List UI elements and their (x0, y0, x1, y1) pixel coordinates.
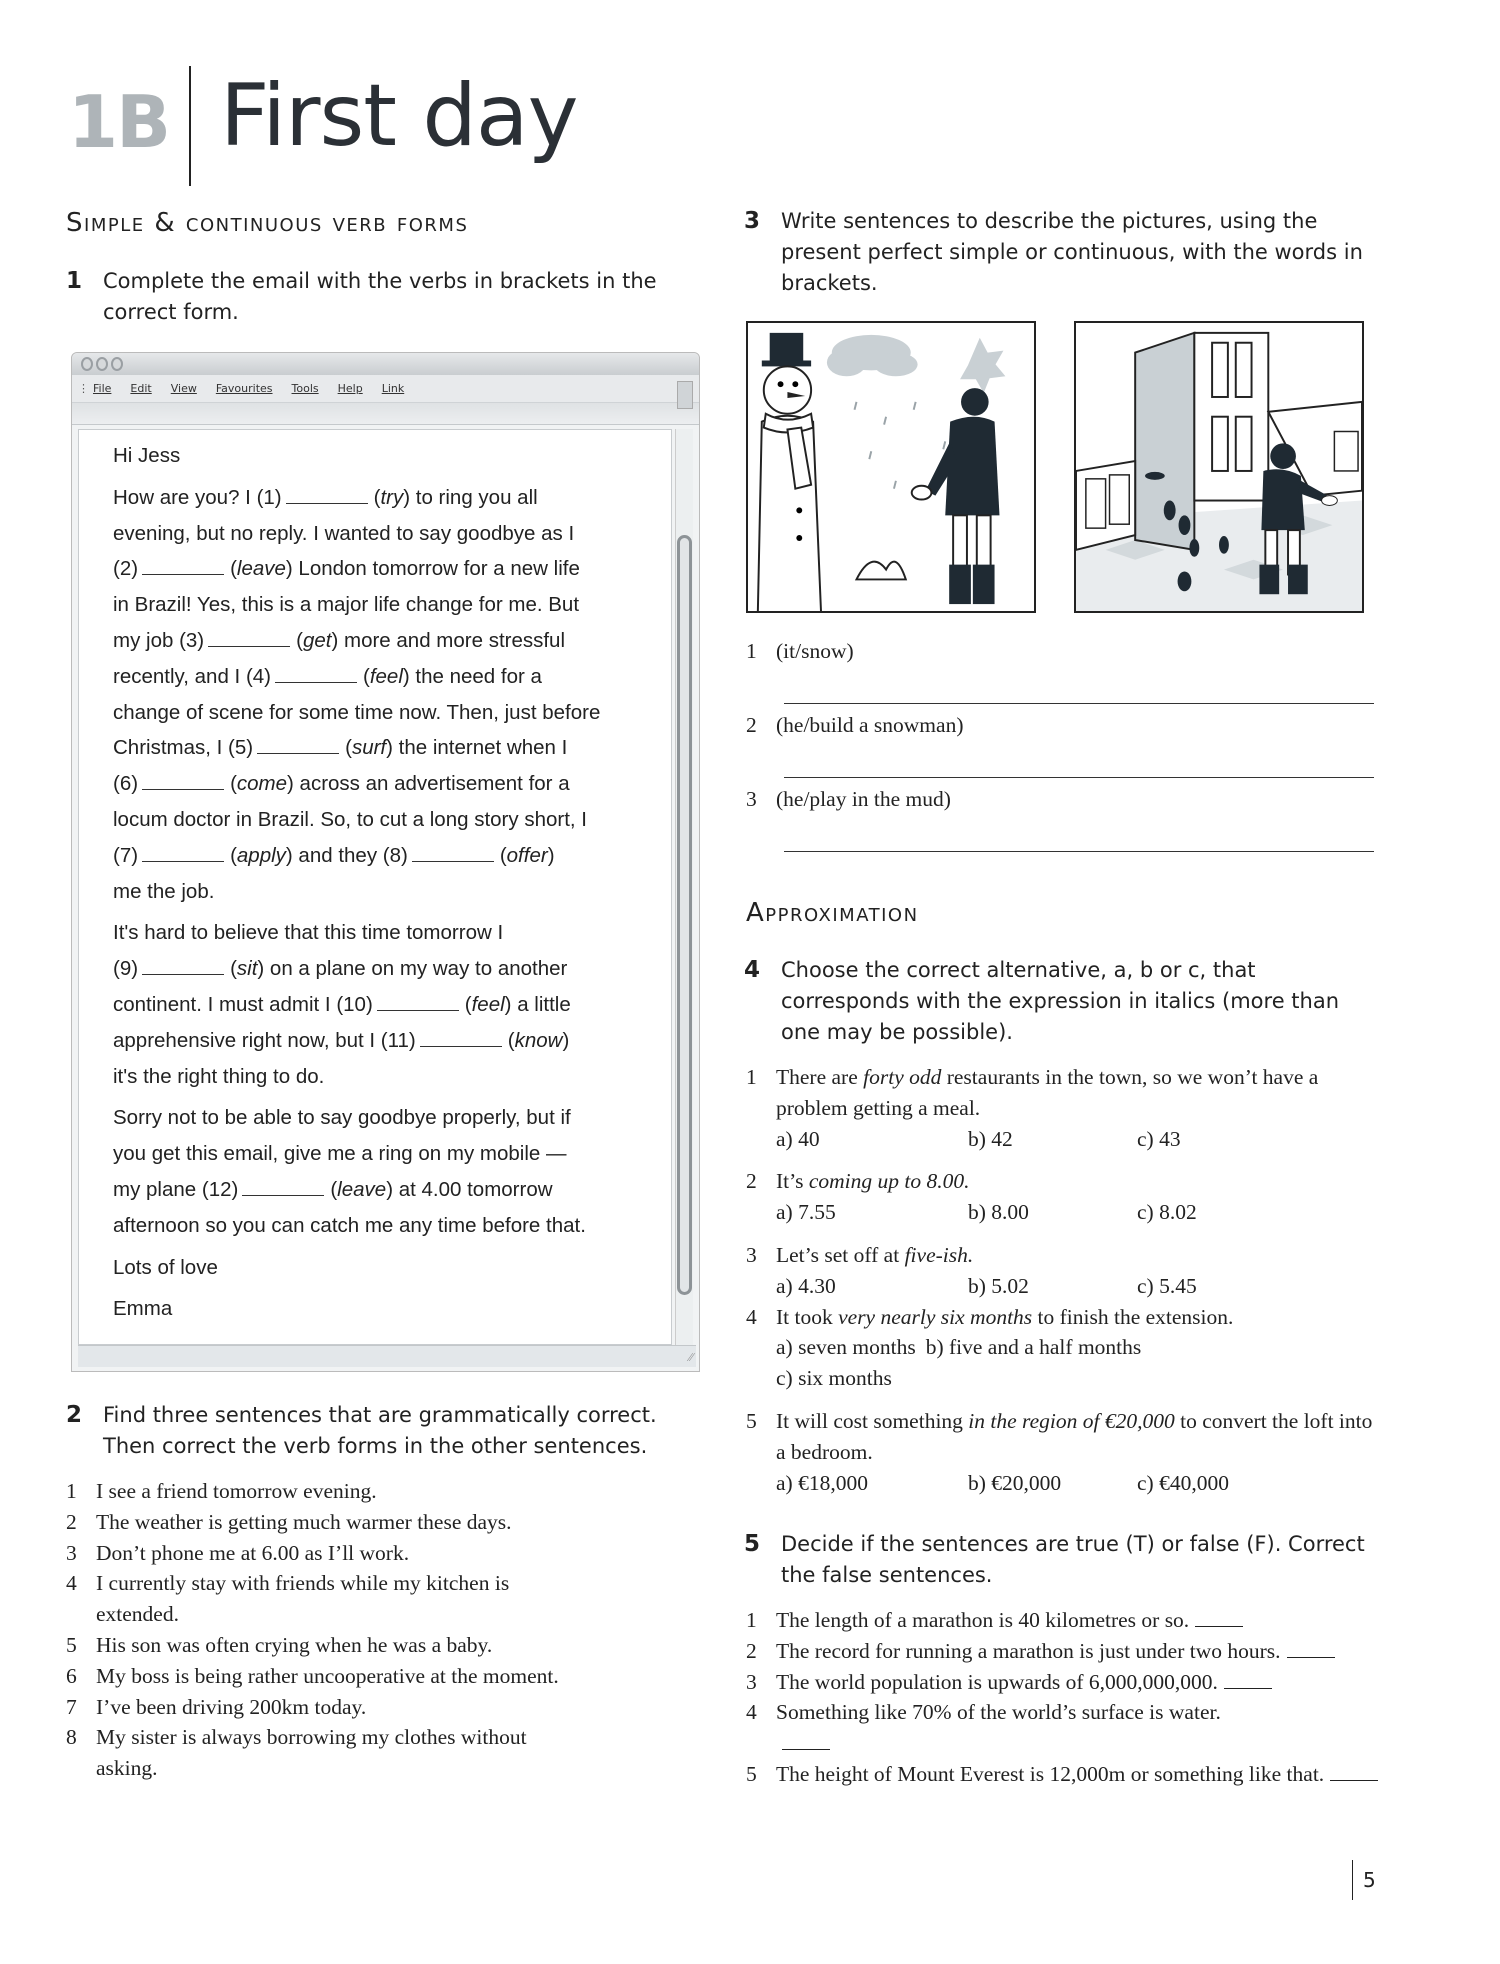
email-line (113, 480, 673, 516)
option-a[interactable]: a) 7.55 (776, 1200, 836, 1225)
item-number: 5 (746, 1408, 757, 1433)
email-text-segment: ) at 4.00 tomorrow (386, 1177, 553, 1201)
email-line (113, 587, 673, 623)
exercise-1-instruction (66, 266, 676, 328)
item-text: My sister is always borrowing my clothes without asking. (96, 1725, 527, 1781)
item-body (776, 1240, 1376, 1302)
exercise-number: 5 (744, 1531, 761, 1557)
item-text (776, 1636, 1386, 1667)
menu-item-help[interactable]: Help (337, 382, 363, 395)
answer-blank[interactable] (1224, 1673, 1272, 1689)
item-number: 8 (66, 1725, 77, 1750)
snowman-picture (746, 321, 1036, 613)
email-text-segment: my plane (12) (113, 1177, 239, 1201)
minimize-window-button[interactable] (96, 357, 108, 371)
item-text: I see a friend tomorrow evening. (96, 1479, 377, 1503)
bracket: ( (345, 736, 352, 760)
answer-blank[interactable] (412, 848, 494, 862)
verb-prompt: try (380, 485, 404, 509)
snow-clouds (827, 335, 1006, 393)
exercise-3-instruction (744, 206, 1364, 299)
snowman (758, 333, 821, 611)
status-bar (78, 1345, 696, 1367)
list-item (746, 1697, 1386, 1759)
italic-expression: five-ish. (904, 1242, 974, 1267)
email-text-segment: in Brazil! Yes, this is a major life change for me. But (113, 593, 580, 617)
title-divider (189, 66, 191, 186)
list-item (746, 1406, 1376, 1498)
list-item (746, 1302, 1376, 1394)
email-text-segment: afternoon so you can catch me any time before that. (113, 1213, 586, 1237)
email-line (113, 987, 673, 1023)
statement-text: Something like 70% of the world’s surface is water. (776, 1700, 1221, 1725)
list-item (66, 1722, 706, 1784)
answer-blank[interactable] (142, 848, 224, 862)
menu-item-link[interactable]: Link (381, 382, 405, 395)
toolbar-scroll-handle[interactable] (677, 381, 693, 409)
email-line (113, 1059, 673, 1095)
email-text-segment: How are you? I (1) (113, 485, 282, 509)
item-text (776, 1667, 1386, 1698)
list-item (66, 1692, 706, 1723)
italic-expression: very nearly six months (838, 1304, 1033, 1329)
email-line (113, 1291, 673, 1327)
verb-prompt: sit (236, 957, 258, 981)
list-item (66, 1507, 706, 1538)
question-text: restaurants in the town, so we won’t have a problem getting a meal. (776, 1065, 1319, 1120)
email-line (113, 1136, 673, 1172)
option-b[interactable]: b) 5.02 (968, 1273, 1029, 1298)
verb-prompt: feel (471, 992, 505, 1016)
email-line (113, 874, 673, 910)
email-line (113, 659, 673, 695)
exercise-2-instruction (66, 1400, 686, 1462)
email-text-segment: ) the internet when I (386, 736, 568, 760)
item-number: 3 (746, 1669, 757, 1694)
page-title: First day (220, 66, 578, 166)
exercise-number: 4 (744, 957, 761, 983)
options-row (776, 1271, 1376, 1302)
list-item (746, 1240, 1376, 1302)
verb-prompt: come (236, 772, 288, 796)
bracket: ( (230, 957, 237, 981)
email-text-segment: ) to ring you all (403, 485, 538, 509)
email-text-segment: Hi Jess (113, 444, 181, 467)
email-text-segment: apprehensive right now, but I (11) (113, 1028, 416, 1052)
menu-item-favourites[interactable]: Favourites (215, 382, 273, 395)
bracket: ( (230, 557, 237, 581)
item-number: 2 (746, 1169, 757, 1194)
instruction-text: Complete the email with the verbs in brackets in the correct form. (103, 269, 657, 324)
email-text-segment: (9) (113, 957, 139, 981)
bracket: ( (499, 843, 507, 867)
exercise-2-list (66, 1476, 706, 1784)
answer-line-1[interactable] (784, 703, 1374, 704)
option-b[interactable]: b) five and a half months (925, 1335, 1142, 1360)
bracket: ( (296, 628, 303, 652)
answer-blank[interactable] (1287, 1642, 1335, 1658)
verb-prompt: feel (369, 664, 403, 688)
item-question (776, 1302, 1376, 1333)
list-item (66, 1630, 706, 1661)
item-text: I’ve been driving 200km today. (96, 1694, 367, 1719)
email-line (113, 1208, 673, 1244)
list-item (746, 1759, 1386, 1790)
answer-blank[interactable] (142, 561, 224, 575)
unit-number: 1B (68, 80, 169, 164)
answer-line-2[interactable] (784, 777, 1374, 778)
verb-prompt: apply (236, 843, 286, 867)
answer-blank[interactable] (1330, 1765, 1378, 1781)
item-number: 5 (746, 1761, 757, 1786)
email-text-segment: Christmas, I (5) (113, 736, 254, 760)
instruction-text: Find three sentences that are grammatically correct. Then correct the verb forms in the other sentences. (103, 1403, 657, 1458)
email-text-segment: evening, but no reply. I wanted to say goodbye as I (113, 521, 575, 545)
answer-blank[interactable] (257, 740, 339, 754)
answer-blank[interactable] (275, 669, 357, 683)
item-number: 2 (746, 1638, 757, 1663)
answer-blank[interactable] (377, 997, 459, 1011)
item-text (776, 1605, 1386, 1636)
list-item (746, 710, 1376, 784)
email-line (113, 838, 673, 874)
section-heading-verb-forms: Simple & continuous verb forms (66, 208, 469, 238)
option-b[interactable]: b) 42 (968, 1126, 1013, 1151)
email-text-segment: you get this email, give me a ring on my mobile — (113, 1142, 567, 1166)
menu-item-tools[interactable]: Tools (291, 382, 319, 395)
question-text: to finish the extension. (1032, 1304, 1234, 1329)
list-item (66, 1476, 706, 1507)
verb-prompt: surf (351, 736, 387, 760)
bracket: ( (363, 664, 370, 688)
verb-prompt: get (302, 628, 332, 652)
zoom-window-button[interactable] (111, 357, 123, 371)
menu-item-view[interactable]: View (170, 382, 197, 395)
exercise-number: 3 (744, 208, 761, 234)
window-title-bar (72, 353, 699, 375)
email-text-segment: my job (3) (113, 628, 205, 652)
exercise-5-instruction (744, 1529, 1374, 1591)
item-text: The weather is getting much warmer these days. (96, 1509, 512, 1534)
italic-expression: forty odd (863, 1065, 942, 1089)
verb-prompt: know (514, 1028, 563, 1052)
email-window (71, 352, 700, 1372)
option-a[interactable]: a) 4.30 (776, 1273, 836, 1298)
item-text: His son was often crying when he was a baby. (96, 1632, 493, 1657)
options-row (776, 1468, 1376, 1499)
option-c[interactable]: c) six months (776, 1366, 892, 1391)
item-number: 4 (66, 1571, 77, 1596)
email-line (113, 551, 673, 587)
menu-bar (72, 375, 699, 403)
email-body (78, 429, 672, 1345)
verb-prompt: leave (236, 557, 286, 581)
list-item (746, 1667, 1386, 1698)
item-text (776, 1759, 1386, 1790)
italic-expression: in the region of €20,000 (968, 1408, 1175, 1433)
email-text-segment: ) more and more stressful (331, 628, 566, 652)
verb-prompt: offer (506, 843, 548, 867)
menu-item-edit[interactable]: Edit (130, 382, 152, 395)
email-line (113, 1172, 673, 1208)
item-body (776, 1302, 1376, 1394)
email-line (113, 516, 673, 552)
exercise-5-list (746, 1605, 1386, 1790)
statement-text: The height of Mount Everest is 12,000m or something like that. (776, 1761, 1325, 1786)
question-text: It’s (776, 1169, 809, 1194)
email-text-segment: ) across an advertisement for a (287, 772, 570, 796)
item-body (776, 1406, 1376, 1498)
option-c[interactable]: c) 43 (1137, 1126, 1181, 1151)
item-number: 1 (66, 1479, 77, 1503)
statement-text: The length of a marathon is 40 kilometres or so. (776, 1608, 1190, 1632)
option-a[interactable]: a) €18,000 (776, 1470, 868, 1495)
email-text-segment: it's the right thing to do. (113, 1064, 325, 1088)
option-a[interactable]: a) 40 (776, 1126, 820, 1151)
option-a[interactable]: a) seven months (776, 1335, 916, 1360)
email-line (113, 1023, 673, 1059)
menu-grip-icon: ⋮ (78, 382, 89, 395)
answer-blank[interactable] (142, 961, 224, 975)
item-number: 7 (66, 1694, 77, 1719)
italic-expression: coming up to 8.00. (808, 1169, 970, 1194)
email-text-segment: ) and they (8) (285, 843, 408, 867)
option-c[interactable]: c) 5.45 (1137, 1273, 1197, 1298)
list-item (746, 784, 1376, 858)
section-heading-approximation: Approximation (746, 898, 919, 928)
email-text-segment: Emma (113, 1297, 173, 1321)
menu-item-file[interactable]: File (93, 382, 112, 395)
list-item (746, 1605, 1386, 1636)
exercise-4-instruction (744, 955, 1374, 1048)
answer-blank[interactable] (782, 1734, 830, 1750)
email-text-segment: (6) (113, 772, 139, 796)
item-question (776, 1240, 1376, 1271)
question-text: There are (776, 1065, 864, 1089)
email-text (113, 438, 673, 1333)
item-number: 1 (746, 1065, 757, 1089)
bracket: ( (230, 843, 237, 867)
option-b[interactable]: b) 8.00 (968, 1200, 1029, 1225)
options-row (776, 1332, 1376, 1394)
instruction-text: Choose the correct alternative, a, b or c, that corresponds with the expression in italics (more than one may be possible). (781, 958, 1340, 1044)
list-item (746, 636, 1376, 710)
vertical-scrollbar[interactable] (675, 429, 693, 1345)
item-prompt: (he/build a snowman) (776, 713, 964, 737)
email-text-segment: Lots of love (113, 1255, 218, 1279)
question-text: Let’s set off at (776, 1242, 905, 1267)
item-number: 5 (66, 1632, 77, 1657)
item-prompt: (he/play in the mud) (776, 787, 951, 811)
list-item (66, 1661, 706, 1692)
question-text: It took (776, 1304, 839, 1329)
item-text: My boss is being rather uncooperative at the moment. (96, 1663, 559, 1688)
statement-text: The record for running a marathon is just under two hours. (776, 1638, 1281, 1663)
email-line (113, 623, 673, 659)
instruction-text: Write sentences to describe the pictures, using the present perfect simple or continuous, with the words in brackets. (781, 209, 1363, 295)
answer-blank[interactable] (242, 1182, 324, 1196)
bracket: ( (464, 992, 472, 1016)
instruction-text: Decide if the sentences are true (T) or false (F). Correct the false sentences. (781, 1532, 1365, 1587)
email-paragraph (113, 438, 673, 474)
email-text-segment: ) the need for a (402, 664, 542, 688)
item-number: 3 (66, 1540, 77, 1565)
list-item (66, 1538, 706, 1569)
email-text-segment: ) a little (504, 992, 571, 1016)
answer-blank[interactable] (142, 776, 224, 790)
verb-prompt: leave (337, 1177, 387, 1201)
email-text-segment: ) on a plane on my way to another (257, 957, 568, 981)
snowflakes (855, 402, 946, 489)
email-paragraph (113, 1250, 673, 1286)
item-number: 2 (746, 713, 757, 737)
bracket: ( (330, 1177, 338, 1201)
option-c[interactable]: c) €40,000 (1137, 1470, 1229, 1495)
email-line (113, 1100, 673, 1136)
exercise-number: 1 (66, 268, 83, 294)
answer-blank[interactable] (286, 490, 368, 504)
email-line (113, 438, 673, 474)
toolbar (72, 403, 699, 425)
email-line (113, 695, 673, 731)
email-text-segment: recently, and I (4) (113, 664, 271, 688)
kitchen-picture (1074, 321, 1364, 613)
item-text: I currently stay with friends while my kitchen is extended. (96, 1571, 510, 1627)
email-text-segment: Sorry not to be able to say goodbye properly, but if (113, 1106, 571, 1130)
item-text: Don’t phone me at 6.00 as I’ll work. (96, 1540, 410, 1565)
bracket: ( (230, 772, 237, 796)
snow-pile (856, 562, 905, 580)
option-b[interactable]: b) €20,000 (968, 1470, 1062, 1495)
resize-grip-icon[interactable]: ∕∕ (688, 1350, 693, 1364)
answer-blank[interactable] (420, 1033, 502, 1047)
question-text: to convert the loft into a bedroom. (776, 1408, 1373, 1464)
option-c[interactable]: c) 8.02 (1137, 1200, 1197, 1225)
list-item (746, 1062, 1376, 1154)
statement-text: The world population is upwards of 6,000,000,000. (776, 1669, 1218, 1694)
email-text-segment: ) (547, 843, 555, 867)
scrollbar-thumb[interactable] (677, 535, 692, 1295)
email-text-segment: ) London tomorrow for a new life (285, 557, 580, 581)
email-line (113, 730, 673, 766)
email-paragraph (113, 480, 673, 910)
options-row (776, 1197, 1376, 1228)
list-item (746, 1636, 1386, 1667)
email-paragraph (113, 1291, 673, 1327)
page-number: 5 (1352, 1860, 1376, 1900)
email-line (113, 1250, 673, 1286)
item-question (776, 1406, 1376, 1468)
list-item (66, 1568, 706, 1630)
question-text: It will cost something (776, 1408, 969, 1433)
answer-line-3[interactable] (784, 851, 1374, 852)
item-prompt: (it/snow) (776, 639, 854, 663)
man-figure (912, 388, 1000, 604)
email-line (113, 766, 673, 802)
bracket: ( (373, 485, 381, 509)
answer-blank[interactable] (1195, 1611, 1243, 1627)
email-paragraph (113, 915, 673, 1094)
email-text-segment: continent. I must admit I (10) (113, 992, 373, 1016)
close-window-button[interactable] (81, 357, 93, 371)
email-text-segment: (2) (113, 557, 139, 581)
item-text (776, 1697, 1386, 1759)
item-number: 3 (746, 1242, 757, 1267)
exercise-4-list (746, 1062, 1376, 1510)
item-question (776, 1166, 1376, 1197)
item-number: 1 (746, 1608, 757, 1632)
bracket: ( (507, 1028, 515, 1052)
email-text-segment: me the job. (113, 879, 215, 903)
item-number: 2 (66, 1509, 77, 1534)
answer-blank[interactable] (208, 633, 290, 647)
email-text-segment: locum doctor in Brazil. So, to cut a long story short, I (113, 807, 587, 831)
item-number: 1 (746, 639, 757, 663)
exercise-number: 2 (66, 1402, 83, 1428)
item-body (776, 1166, 1376, 1228)
item-number: 6 (66, 1663, 77, 1688)
exercise-3-list (746, 636, 1376, 858)
email-text-segment: change of scene for some time now. Then, just before (113, 700, 601, 724)
item-body (776, 1062, 1376, 1154)
email-line (113, 802, 673, 838)
item-number: 4 (746, 1700, 757, 1725)
email-line (113, 951, 673, 987)
email-text-segment: ) (562, 1028, 570, 1052)
list-item (746, 1166, 1376, 1228)
email-paragraph (113, 1100, 673, 1243)
item-number: 4 (746, 1304, 757, 1329)
options-row (776, 1124, 1376, 1155)
email-text-segment: It's hard to believe that this time tomorrow I (113, 921, 504, 945)
email-line (113, 915, 673, 951)
email-text-segment: (7) (113, 843, 139, 867)
item-question (776, 1062, 1376, 1124)
item-number: 3 (746, 787, 757, 811)
